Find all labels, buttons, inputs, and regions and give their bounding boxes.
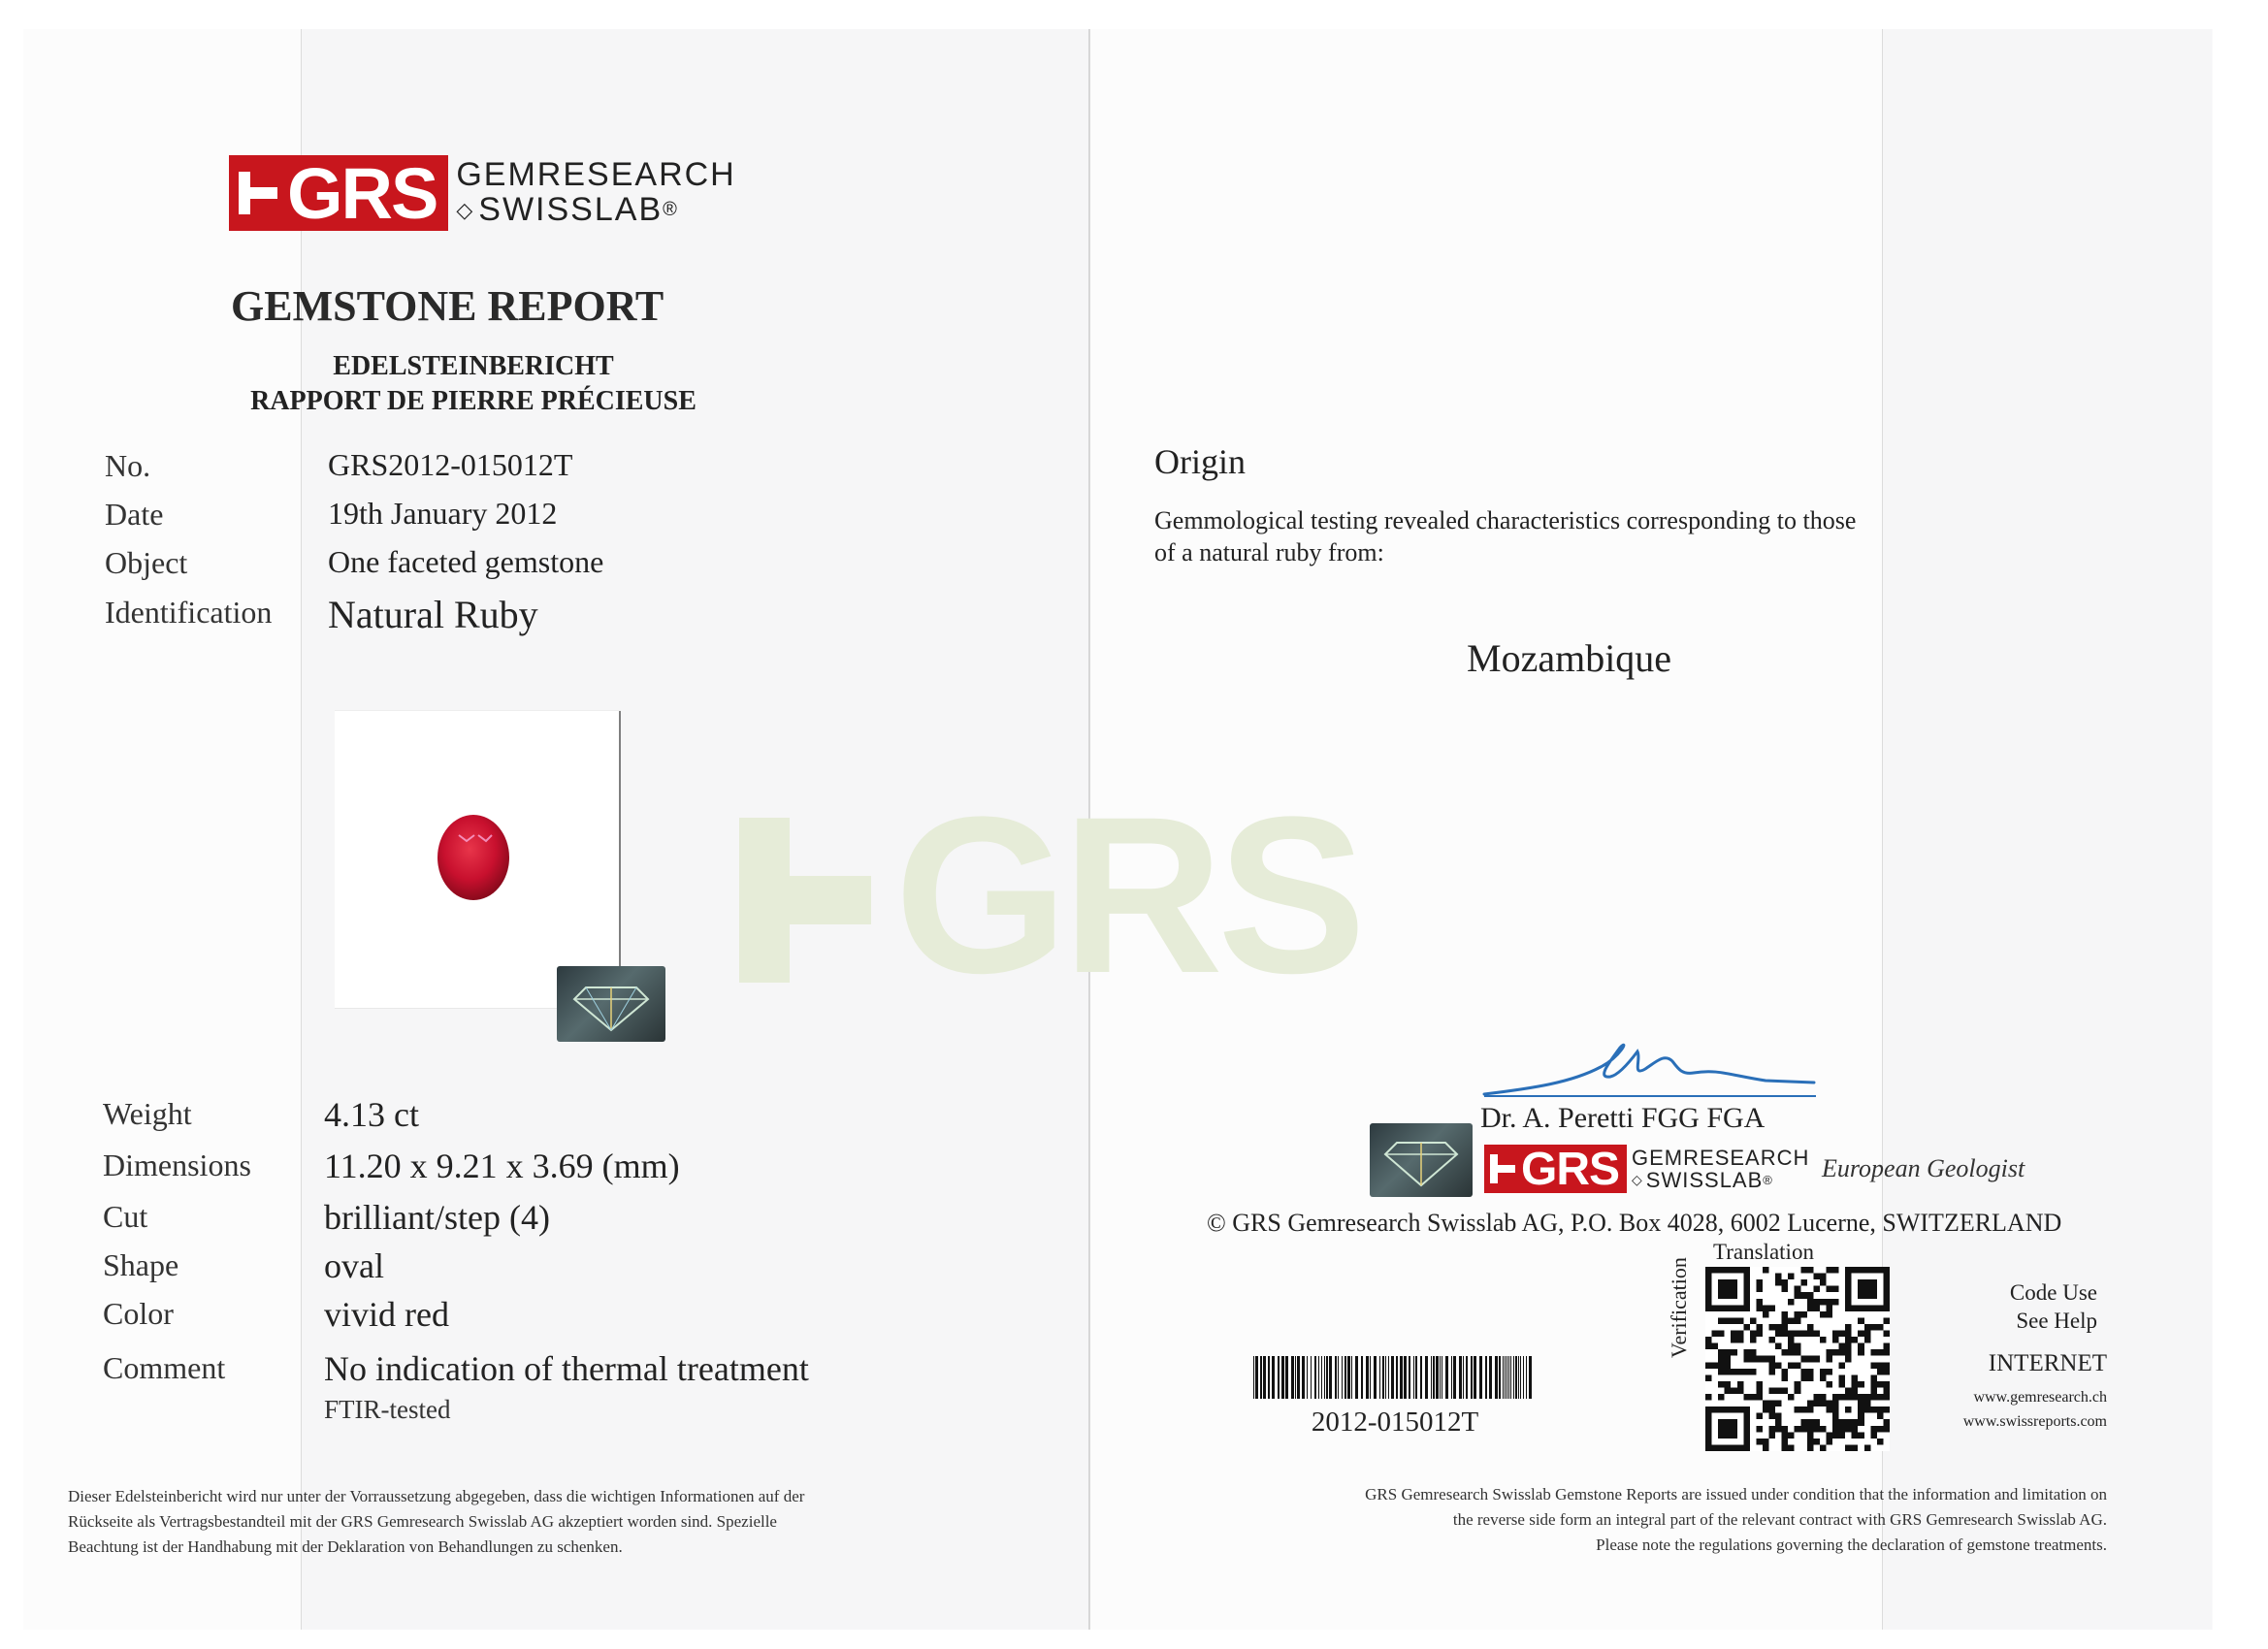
report-title: GEMSTONE REPORT [231, 282, 664, 330]
logo-line-2-small: SWISSLAB [1645, 1168, 1764, 1192]
disclaimer-de-line: Beachtung ist der Handhabung mit der Deklaration von Behandlungen zu schenken. [68, 1537, 623, 1556]
watermark-letters: GRS [894, 770, 1361, 1019]
origin-text-line: Gemmological testing revealed characteristics corresponding to those [1154, 506, 1857, 534]
prop-label-shape: Shape [103, 1247, 179, 1282]
gem-photo [335, 710, 621, 1009]
ruby-image [335, 711, 621, 1008]
website-link-gemresearch[interactable]: www.gemresearch.ch [1973, 1389, 2107, 1406]
grs-logo [229, 152, 736, 234]
prop-value-color: vivid red [324, 1295, 449, 1334]
diamond-icon: ◇ [456, 198, 475, 223]
logo-line-1: GEMRESEARCH [456, 156, 736, 194]
european-geologist-label: European Geologist [1822, 1154, 2025, 1182]
origin-heading: Origin [1154, 442, 1246, 481]
company-address: © GRS Gemresearch Swisslab AG, P.O. Box 4028, 6002 Lucerne, SWITZERLAND [1207, 1209, 2062, 1237]
prop-value-cut: brilliant/step (4) [324, 1198, 550, 1237]
prop-value-weight: 4.13 ct [324, 1095, 419, 1134]
hologram-diamond-icon [557, 966, 665, 1042]
website-links [1901, 1385, 2107, 1434]
hologram-seal-small [1370, 1123, 1473, 1197]
disclaimer-de-line: Rückseite als Vertragsbestandteil mit der GRS Gemresearch Swisslab AG akzeptiert worden sind. Spezielle [68, 1512, 777, 1531]
hologram-seal [557, 966, 665, 1042]
disclaimer-en [1183, 1482, 2107, 1558]
signatory-name: Dr. A. Peretti FGG FGA [1480, 1102, 1766, 1134]
grs-logo-mark-small [1484, 1145, 1627, 1193]
report-subtitle-de: EDELSTEINBERICHT [333, 351, 614, 381]
detail-label-no: No. [105, 448, 151, 483]
translation-label: Translation [1713, 1240, 1814, 1264]
report-subtitle-fr: RAPPORT DE PIERRE PRÉCIEUSE [250, 386, 697, 416]
disclaimer-de [68, 1484, 804, 1560]
signature-image [1474, 1018, 1824, 1106]
disclaimer-en-line: GRS Gemresearch Swisslab Gemstone Reports are issued under condition that the information and limitation on [1365, 1485, 2107, 1504]
grs-logo-wordmark-small [1632, 1147, 1809, 1191]
barcode-image [1253, 1356, 1537, 1399]
qr-code-image [1705, 1267, 1890, 1451]
swiss-cross-icon [239, 172, 277, 214]
prop-value-shape: oval [324, 1246, 384, 1285]
disclaimer-en-line: Please note the regulations governing the declaration of gemstone treatments. [1596, 1536, 2107, 1554]
grs-logo-letters: GRS [287, 152, 437, 234]
detail-value-object: One faceted gemstone [328, 544, 604, 579]
qr-code[interactable] [1705, 1267, 1890, 1451]
grs-logo-small [1484, 1145, 1809, 1193]
prop-label-comment: Comment [103, 1350, 226, 1385]
barcode-number: 2012-015012T [1311, 1406, 1479, 1438]
grs-logo-letters-small: GRS [1521, 1143, 1620, 1195]
detail-label-date: Date [105, 497, 164, 532]
disclaimer-de-line: Dieser Edelsteinbericht wird nur unter der Vorraussetzung abgegeben, dass die wichtigen Informationen auf der [68, 1487, 805, 1505]
grs-logo-mark [229, 152, 448, 234]
detail-label-object: Object [105, 545, 188, 580]
detail-value-identification: Natural Ruby [328, 593, 538, 636]
origin-text [1154, 504, 1856, 568]
prop-label-weight: Weight [103, 1096, 192, 1131]
verification-label: Verification [1667, 1257, 1691, 1358]
diamond-icon: ◇ [1632, 1172, 1643, 1188]
watermark-cross-icon [739, 798, 875, 992]
prop-label-color: Color [103, 1296, 174, 1331]
grs-watermark [739, 766, 1360, 1023]
prop-value-dimensions: 11.20 x 9.21 x 3.69 (mm) [324, 1147, 680, 1185]
registered-mark-small: ® [1763, 1172, 1773, 1187]
code-use-label: Code Use [2009, 1280, 2097, 1305]
detail-value-no: GRS2012-015012T [328, 447, 573, 482]
logo-line-2: SWISSLAB [478, 191, 664, 228]
see-help-label: See Help [2016, 1309, 2097, 1333]
disclaimer-en-line: the reverse side form an integral part of the relevant contract with GRS Gemresearch Swisslab AG. [1452, 1510, 2107, 1529]
detail-label-identification: Identification [105, 595, 273, 630]
swiss-cross-icon [1490, 1154, 1515, 1183]
internet-label: INTERNET [1988, 1350, 2107, 1376]
comment-note: FTIR-tested [324, 1395, 451, 1424]
origin-text-line: of a natural ruby from: [1154, 538, 1384, 566]
logo-line-1-small: GEMRESEARCH [1632, 1145, 1810, 1170]
hologram-diamond-icon [1370, 1123, 1473, 1197]
registered-mark: ® [663, 199, 679, 221]
prop-label-cut: Cut [103, 1199, 148, 1234]
prop-value-comment: No indication of thermal treatment [324, 1349, 809, 1388]
grs-logo-wordmark [456, 158, 735, 227]
barcode [1253, 1356, 1537, 1399]
detail-value-date: 19th January 2012 [328, 496, 558, 531]
website-link-swissreports[interactable]: www.swissreports.com [1962, 1413, 2107, 1430]
origin-country: Mozambique [1467, 636, 1672, 680]
prop-label-dimensions: Dimensions [103, 1148, 251, 1182]
code-use-help [1969, 1278, 2097, 1335]
